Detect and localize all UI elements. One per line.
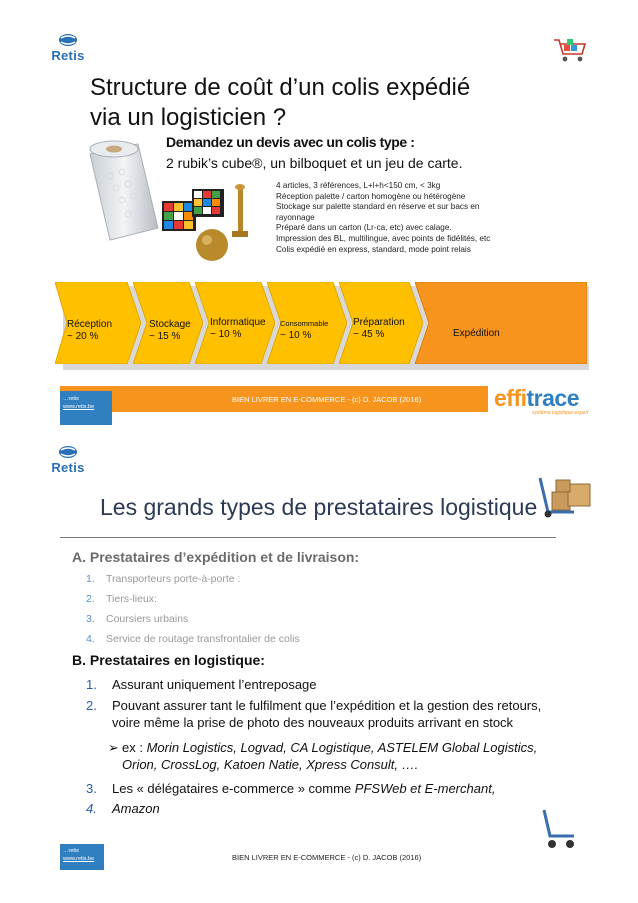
detail-line: Stockage sur palette standard en réserve et sur bacs en [276,202,480,212]
footer-retis-text: …retis [63,848,79,854]
detail-line: rayonnage [276,212,315,222]
effitrace-wordmark: effitrace [494,385,579,411]
slide2-title: Les grands types de prestataires logistique [100,494,538,520]
list-number: 3. [86,613,95,625]
title-divider [60,537,556,538]
list-item [86,676,317,693]
footer-retis-link[interactable]: www.retis.be [63,856,95,862]
list-text: Amazon [112,801,160,816]
step-name: Consommable [280,319,329,328]
step-percentage: ~ 45 % [353,328,385,340]
list-text-italic: PFSWeb et E-merchant, [354,781,496,796]
examples-item [108,739,578,773]
list-item [86,613,188,625]
package-details [276,181,576,255]
cost-process-chevrons [55,282,595,377]
list-item [86,800,160,817]
slide-logistics-providers [0,440,638,903]
retis-logo-icon [57,444,79,460]
footer-retis-link[interactable]: www.retis.be [63,404,95,410]
list-text: Pouvant assurer tant le fulfilment que l’expédition et la gestion des retours, [112,698,542,713]
detail-line: Réception palette / carton homogène ou hétérogène [276,191,466,201]
section-b-heading: B. Prestataires en logistique: [72,652,265,668]
list-text-continued: voire même la prise de photo des nouveaux produits arrivant en stock [112,715,514,730]
slide1-title [90,73,470,133]
step-informatique [210,317,266,340]
effitrace-tagline: système logistique expert [532,410,589,416]
step-stockage [149,319,191,342]
detail-line: 4 articles, 3 références, L+l+h<150 cm, < 3kg [276,181,441,190]
list-item [86,633,300,645]
list-number: 4. [86,633,95,645]
step-percentage: ~ 20 % [67,330,99,342]
step-percentage: ~ 10 % [210,328,242,340]
examples-prefix: ex : [122,740,147,755]
retis-logo [47,32,89,63]
list-text: Assurant uniquement l’entreposage [112,677,317,692]
trolley-icon [540,806,580,852]
footer-retis-text: …retis [63,396,79,402]
list-item [86,780,586,797]
arrow-bullet-icon: ➢ [108,740,119,755]
slide1-title-line1: Structure de coût d’un colis expédié [90,74,471,101]
slide2-footer-credit: BIEN LIVRER EN E-COMMERCE - (c) D. JACOB (2016) [232,853,422,862]
list-text: Les « délégataires e-commerce » comme [112,781,355,796]
list-text: Tiers-lieux: [106,593,157,605]
list-text: Service de routage transfrontalier de colis [106,633,300,645]
step-name: Stockage [149,319,191,330]
step-name: Expédition [453,328,500,339]
chevron-expedition [415,282,587,364]
hand-truck-boxes-icon [534,474,594,518]
request-heading: Demandez un devis avec un colis type : [166,134,415,150]
list-item [86,573,240,585]
request-subheading: 2 rubik’s cube®, un bilboquet et un jeu de carte. [166,155,463,171]
list-number: 2. [86,593,95,605]
detail-line: Préparé dans un carton (Lr-ca, etc) avec calage. [276,223,452,233]
list-item [86,697,586,731]
examples-text: Morin Logistics, Logvad, CA Logistique, ASTELEM Global Logistics, [146,740,538,755]
list-number: 1. [86,573,95,585]
retis-logo-icon [57,32,79,48]
list-number: 2. [86,698,97,713]
slide1-footer-credit: BIEN LIVRER EN E-COMMERCE - (c) D. JACOB (2016) [232,395,422,404]
bubble-wrap-roll-image [84,136,164,248]
step-reception [67,319,112,342]
section-a-heading: A. Prestataires d’expédition et de livraison: [72,549,360,565]
step-preparation [353,317,405,340]
shopping-cart-icon [552,36,588,64]
step-consommable [280,318,328,341]
step-percentage: ~ 15 % [149,330,181,342]
rubiks-cubes-and-bilboquet-image [160,183,270,265]
list-number: 1. [86,677,97,692]
list-text: Transporteurs porte-à-porte : [106,573,241,585]
step-name: Réception [67,319,113,330]
retis-logo-text: Retis [51,460,85,475]
retis-logo [47,444,89,475]
slide2-footer-retis [60,844,104,870]
list-item [86,593,157,605]
detail-line: Colis expédié en express, standard, mode point relais [276,244,471,254]
list-number: 3. [86,781,97,796]
list-number: 4. [86,801,97,816]
slide-cost-structure [0,0,638,440]
step-expedition [453,328,500,340]
slide1-title-line2: via un logisticien ? [90,104,287,131]
examples-text-continued: Orion, CrossLog, Katoen Natie, Xpress Consult, …. [122,757,419,772]
step-name: Préparation [353,317,405,328]
step-name: Informatique [210,317,266,328]
slide1-footer-retis [60,391,112,425]
retis-logo-text: Retis [51,48,85,63]
detail-line: Impression des BL, multilingue, avec points de fidélités, etc [276,233,491,243]
effitrace-logo [488,383,596,419]
step-percentage: ~ 10 % [280,329,312,341]
list-text: Coursiers urbains [106,613,189,625]
